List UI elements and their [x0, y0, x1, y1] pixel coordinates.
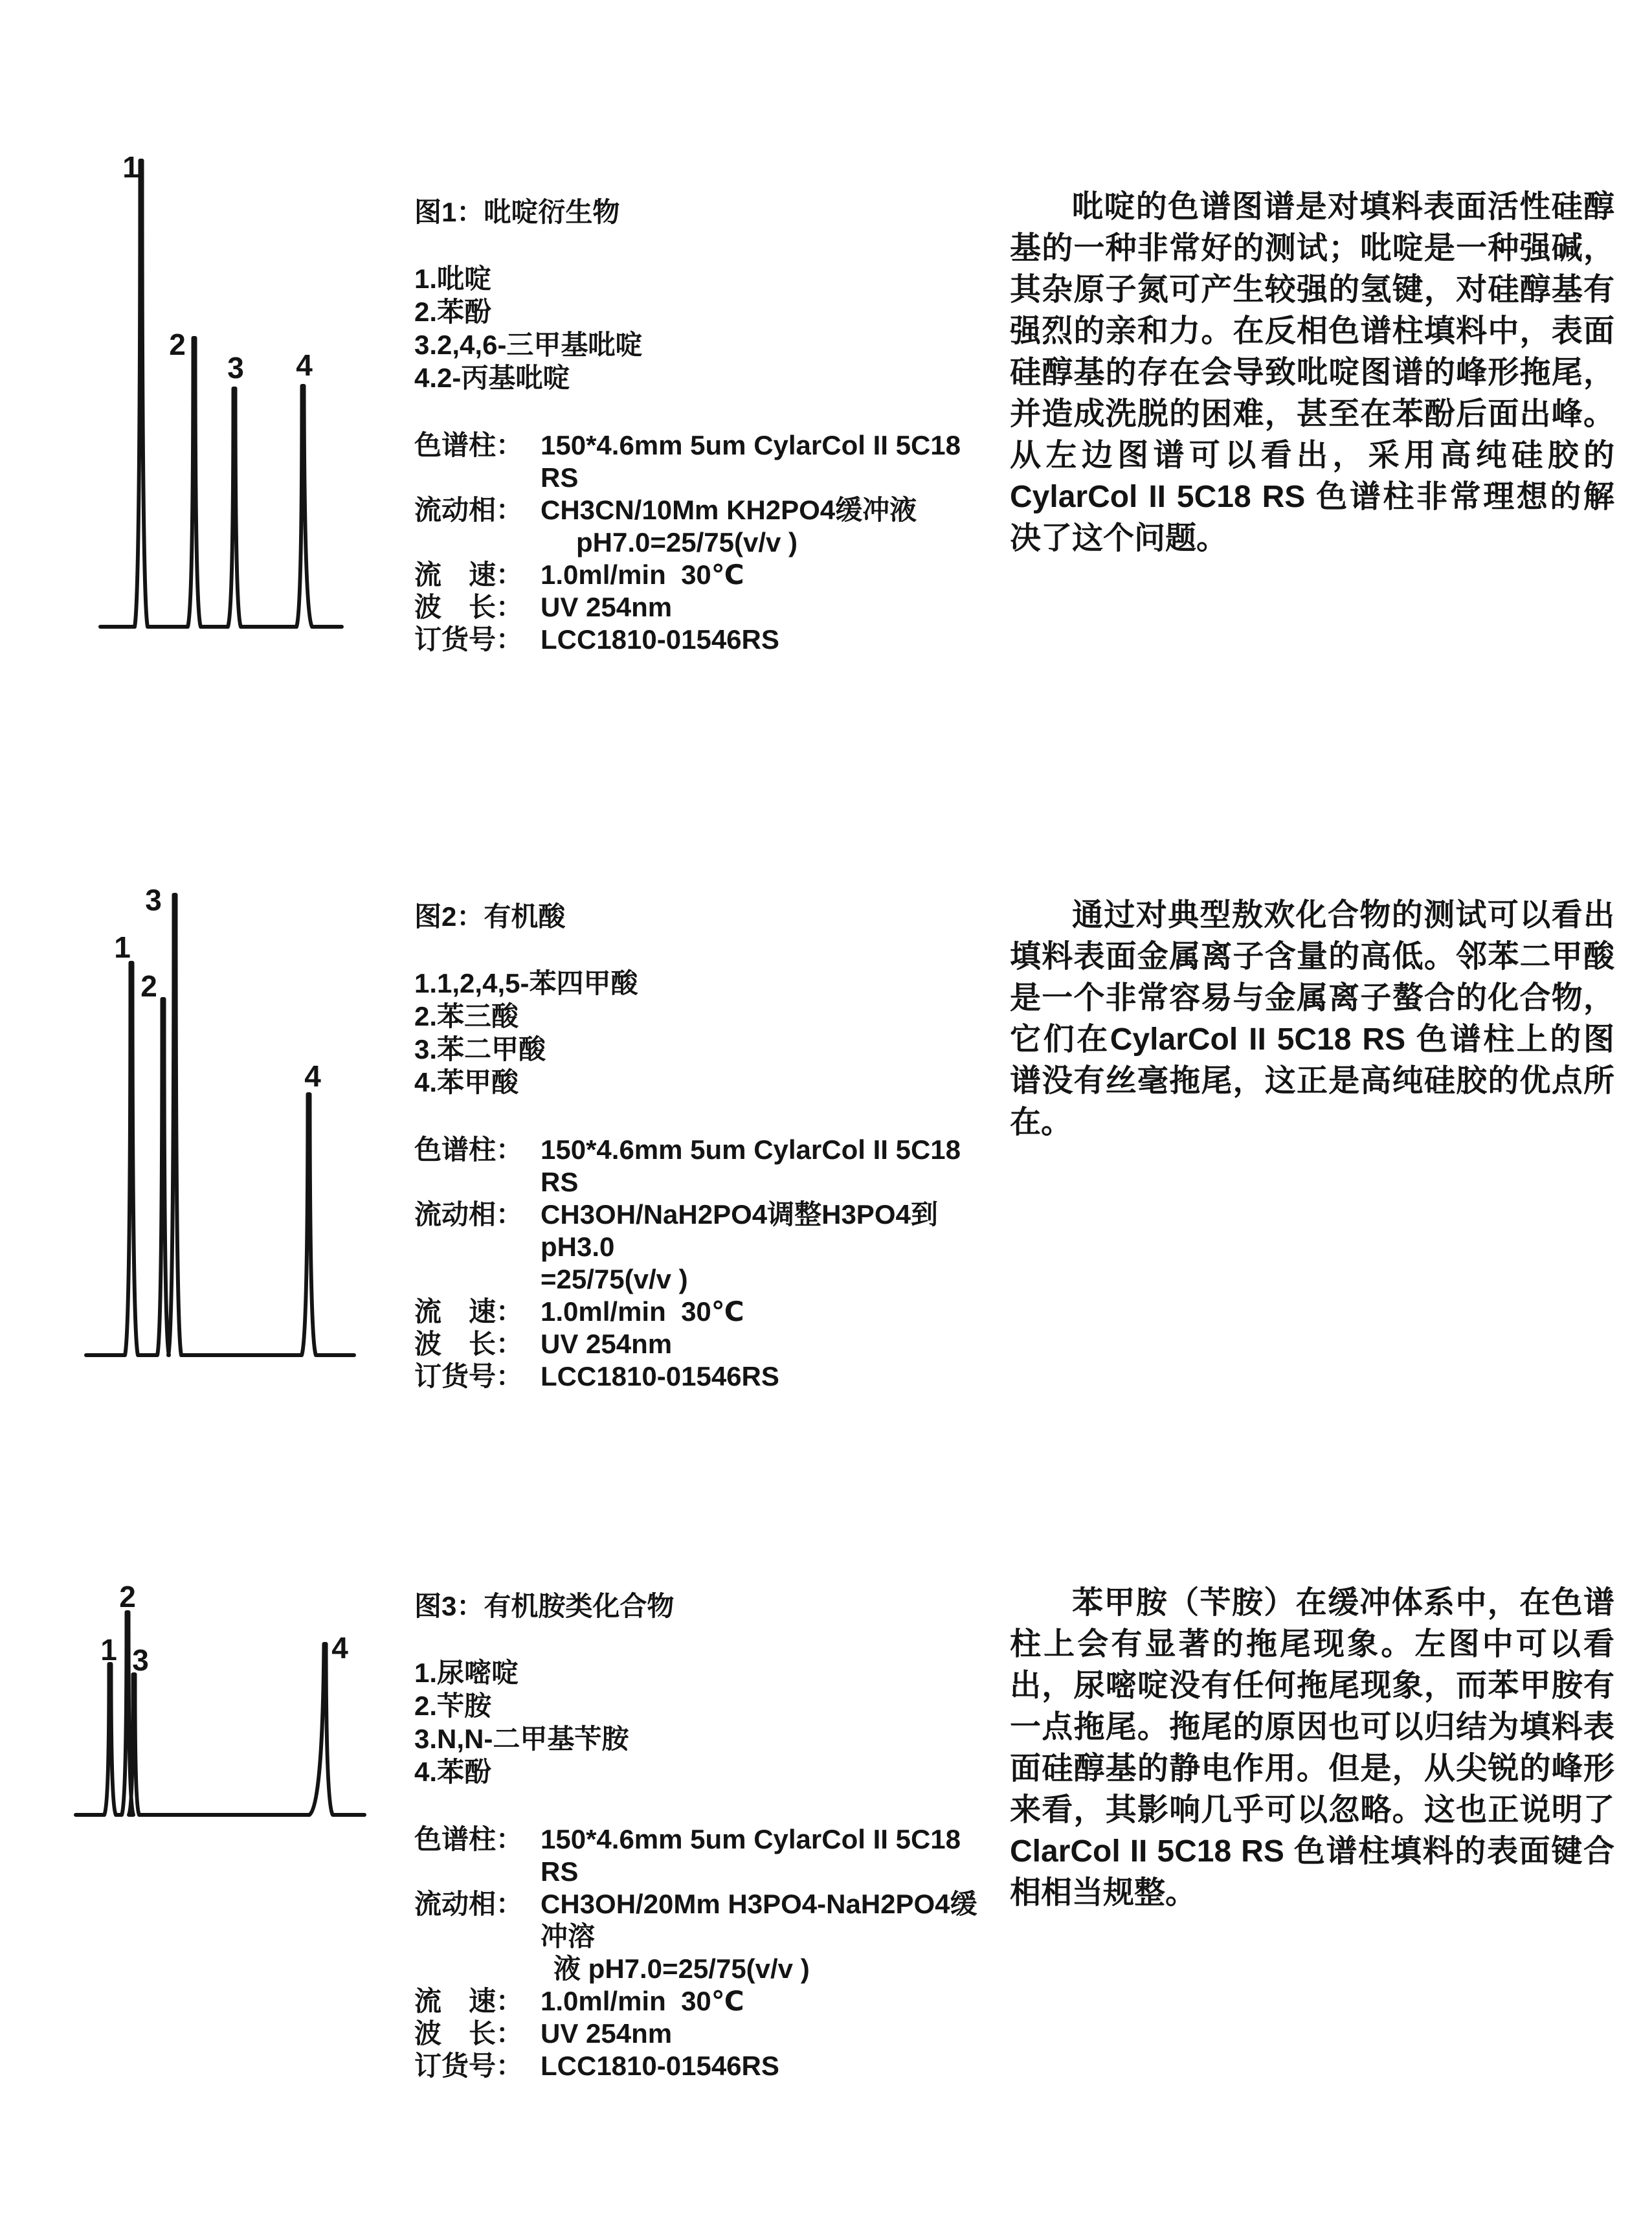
fig1-info-column: [414, 196, 997, 656]
peak-number-label: 2: [119, 1580, 136, 1613]
fig3-conditions: [414, 1823, 997, 2082]
peak-number-label: 2: [140, 969, 157, 1003]
condition-label: 流动相：: [414, 1889, 524, 1919]
peak-number-label: 3: [132, 1643, 149, 1677]
condition-value: CH3OH/NaH2PO4调整H3PO4到pH3.0 =25/75(v/v ): [541, 1199, 938, 1294]
fig2-paragraph: 通过对典型敖欢化合物的测试可以看出填料表面金属离子含量的高低。邻苯二甲酸是一个非常容易与金属离子螯合的化合物，它们在CylarCol II 5C18 RS 色谱柱上的图谱没有丝毫拖尾，这正是高纯硅胶的优点所在。: [1010, 898, 1614, 1140]
condition-row: [414, 429, 997, 494]
condition-label: 色谱柱：: [414, 430, 524, 460]
condition-value: UV 254nm: [541, 2018, 673, 2049]
fig3-info-column: [414, 1590, 997, 2082]
condition-value: LCC1810-01546RS: [541, 624, 779, 655]
condition-row: [414, 1888, 997, 1985]
peak-list-item: 2.苯三酸: [414, 1001, 519, 1031]
condition-value: UV 254nm: [541, 592, 673, 622]
peak-list-item: 4.苯酚: [414, 1757, 492, 1787]
fig2-conditions: [414, 1134, 997, 1393]
peak-list-item: 3.2,4,6-三甲基吡啶: [414, 330, 643, 360]
fig2-chromatogram: [76, 875, 369, 1367]
peak-number-label: 3: [145, 883, 162, 917]
condition-row: [414, 1360, 997, 1393]
peak-list-item: 1.1,2,4,5-苯四甲酸: [414, 968, 638, 998]
condition-value: 1.0ml/min 30℃: [541, 559, 744, 590]
condition-value: LCC1810-01546RS: [541, 2051, 779, 2081]
condition-label: 流动相：: [414, 1199, 524, 1230]
fig1-chromatogram: [89, 144, 369, 644]
fig3-chromatogram: [62, 1566, 373, 1825]
fig3-paragraph: 苯甲胺（苄胺）在缓冲体系中，在色谱柱上会有显著的拖尾现象。左图中可以看出，尿嘧啶没有任何拖尾现象，而苯甲胺有一点拖尾。拖尾的原因也可以归结为填料表面硅醇基的静电作用。但是，从尖锐的峰形来看，其影响几乎可以忽略。这也正说明了ClarCol II 5C18 RS 色谱柱填料的表面键合相相当规整。: [1010, 1586, 1614, 1910]
condition-label: 流 速：: [414, 1296, 524, 1327]
condition-value: UV 254nm: [541, 1329, 673, 1359]
peak-number-label: 1: [114, 930, 131, 964]
peak-list-item: 4.2-丙基吡啶: [414, 363, 570, 393]
condition-row: [414, 1328, 997, 1360]
peak-list-item: 1.吡啶: [414, 264, 492, 294]
peak-number-label: 4: [331, 1631, 348, 1665]
peak-list-item: 1.尿嘧啶: [414, 1658, 519, 1688]
fig2-info-column: [414, 900, 997, 1393]
condition-value: 150*4.6mm 5um CylarCol II 5C18 RS: [541, 1824, 968, 1887]
condition-label: 订货号：: [414, 624, 524, 655]
peak-number-label: 3: [227, 351, 244, 385]
condition-value: 150*4.6mm 5um CylarCol II 5C18 RS: [541, 430, 968, 493]
condition-value: 1.0ml/min 30℃: [541, 1296, 744, 1327]
fig1-peak-list: [414, 262, 997, 394]
condition-label: 订货号：: [414, 2051, 524, 2081]
condition-label: 色谱柱：: [414, 1134, 524, 1165]
condition-label: 订货号：: [414, 1361, 524, 1391]
condition-row: [414, 1985, 997, 2018]
peak-number-label: 1: [122, 150, 139, 184]
condition-label: 波 长：: [414, 1329, 524, 1359]
fig1-paragraph: 吡啶的色谱图谱是对填料表面活性硅醇基的一种非常好的测试；吡啶是一种强碱，其杂原子氮可产生较强的氢键，对硅醇基有强烈的亲和力。在反相色谱柱填料中，表面硅醇基的存在会导致吡啶图谱的峰形拖尾，并造成洗脱的困难，甚至在苯酚后面出峰。从左边图谱可以看出，采用高纯硅胶的CylarCol II 5C18 RS 色谱柱非常理想的解决了这个问题。: [1010, 190, 1614, 556]
fig2-peak-list: [414, 967, 997, 1099]
condition-row: [414, 2018, 997, 2050]
condition-row: [414, 624, 997, 656]
peak-list-item: 2.苄胺: [414, 1691, 492, 1721]
condition-label: 波 长：: [414, 2018, 524, 2049]
condition-value: LCC1810-01546RS: [541, 1361, 779, 1391]
condition-row: [414, 1823, 997, 1888]
peak-number-label: 4: [304, 1059, 321, 1093]
fig1-conditions: [414, 429, 997, 656]
condition-value: CH3OH/20Mm H3PO4-NaH2PO4缓冲溶 液 pH7.0=25/75(v/v ): [541, 1889, 977, 1984]
peak-list-item: 3.N,N-二甲基苄胺: [414, 1724, 629, 1754]
condition-label: 色谱柱：: [414, 1824, 524, 1854]
condition-row: [414, 2050, 997, 2082]
condition-label: 流 速：: [414, 559, 524, 590]
condition-value: 1.0ml/min 30℃: [541, 1986, 744, 2016]
condition-value: CH3CN/10Mm KH2PO4缓冲液 pH7.0=25/75(v/v ): [541, 495, 917, 557]
peak-number-label: 2: [169, 328, 186, 361]
fig1-title: 图1：吡啶衍生物: [414, 197, 620, 227]
condition-label: 波 长：: [414, 592, 524, 622]
condition-row: [414, 591, 997, 624]
condition-row: [414, 1296, 997, 1328]
condition-label: 流动相：: [414, 495, 524, 525]
peak-number-label: 1: [100, 1633, 117, 1667]
condition-row: [414, 1134, 997, 1198]
condition-row: [414, 494, 997, 559]
peak-list-item: 3.苯二甲酸: [414, 1034, 546, 1064]
fig2-title: 图2：有机酸: [414, 901, 566, 932]
condition-label: 流 速：: [414, 1986, 524, 2016]
chromatogram-trace: [100, 161, 342, 627]
fig3-peak-list: [414, 1656, 997, 1788]
peak-number-label: 4: [296, 348, 313, 382]
condition-row: [414, 559, 997, 591]
condition-value: 150*4.6mm 5um CylarCol II 5C18 RS: [541, 1134, 968, 1197]
peak-list-item: 4.苯甲酸: [414, 1067, 519, 1097]
peak-list-item: 2.苯酚: [414, 297, 492, 327]
condition-row: [414, 1198, 997, 1296]
chromatogram-trace: [76, 1612, 364, 1815]
fig3-title: 图3：有机胺类化合物: [414, 1591, 675, 1621]
